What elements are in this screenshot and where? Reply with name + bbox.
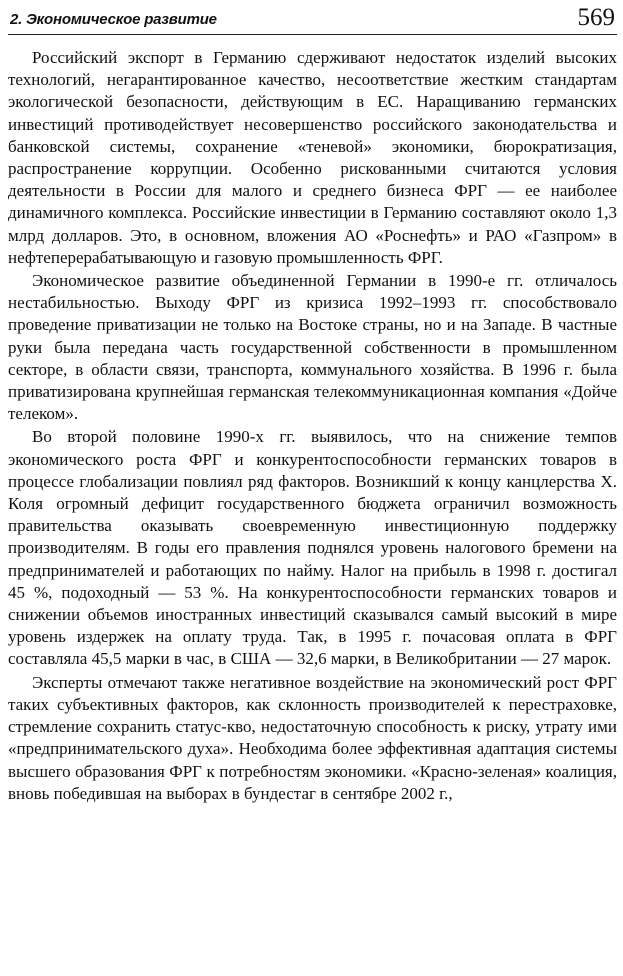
paragraph: Во второй половине 1990-х гг. выявилось, что на снижение темпов экономического роста ФРГ и конкурентоспособности германских товаров в процессе глобализации повлиял ряд факторов. Возникший к концу канцлерства Х. Коля огромный дефицит государственного бюджета ограничил возможность правительства оказывать своевременную инвестиционную поддержку производителям. В годы его правления поднялся уровень налогового бремени на предпринимателей и работающих по найму. Налог на прибыль в 1998 г. достигал 45 %, подоходный — 53 %. На конкурентоспособности германских товаров и снижении объемов иностранных инвестиций сказывался самый высокий в мире уровень издержек на оплату труда. Так, в 1995 г. почасовая оплата в ФРГ составляла 45,5 марки в час, в США — 32,6 марки, в Великобритании — 27 марок. xyxy=(8,427,617,669)
paragraph: Эксперты отмечают также негативное воздействие на экономический рост ФРГ таких субъективных факторов, как склонность производителей к перестраховке, стремление сохранить статус-кво, недостаточную способность к риску, утрату ими «предпринимательского духа». Необходима более эффективная адаптация системы высшего образования ФРГ к потребностям экономики. «Красно-зеленая» коалиция, вновь победившая на выборах в бундестаг в сентябре 2002 г., xyxy=(8,672,617,803)
page-header xyxy=(8,4,617,35)
body-text xyxy=(8,47,617,805)
paragraph: Российский экспорт в Германию сдерживают недостаток изделий высоких технологий, негарантированное качество, несоответствие жестким стандартам экологической безопасности, действующим в ЕС. Наращиванию германских инвестиций противодействует несовершенство российского законодательства и банковской системы, сохранение «теневой» экономики, бюрократизация, распространение коррупции. Особенно рискованными считаются условия деятельности в России для малого и среднего бизнеса ФРГ — ее наиболее динамичного комплекса. Российские инвестиции в Германию составляют около 1,3 млрд долларов. Это, в основном, вложения АО «Роснефть» и РАО «Газпром» в нефтеперерабатывающую и газовую промышленность ФРГ. xyxy=(8,48,617,267)
page-number: 569 xyxy=(577,4,615,31)
running-head: 2. Экономическое развитие xyxy=(10,11,217,28)
paragraph: Экономическое развитие объединенной Германии в 1990-е гг. отличалось нестабильностью. Выходу ФРГ из кризиса 1992–1993 гг. способствовало проведение приватизации не только на Востоке страны, но и на Западе. В частные руки была передана часть государственной собственности в промышленном секторе, в области связи, транспорта, коммунального хозяйства. В 1996 г. была приватизирована крупнейшая германская телекоммуникационная компания «Дойче телеком». xyxy=(8,271,617,424)
